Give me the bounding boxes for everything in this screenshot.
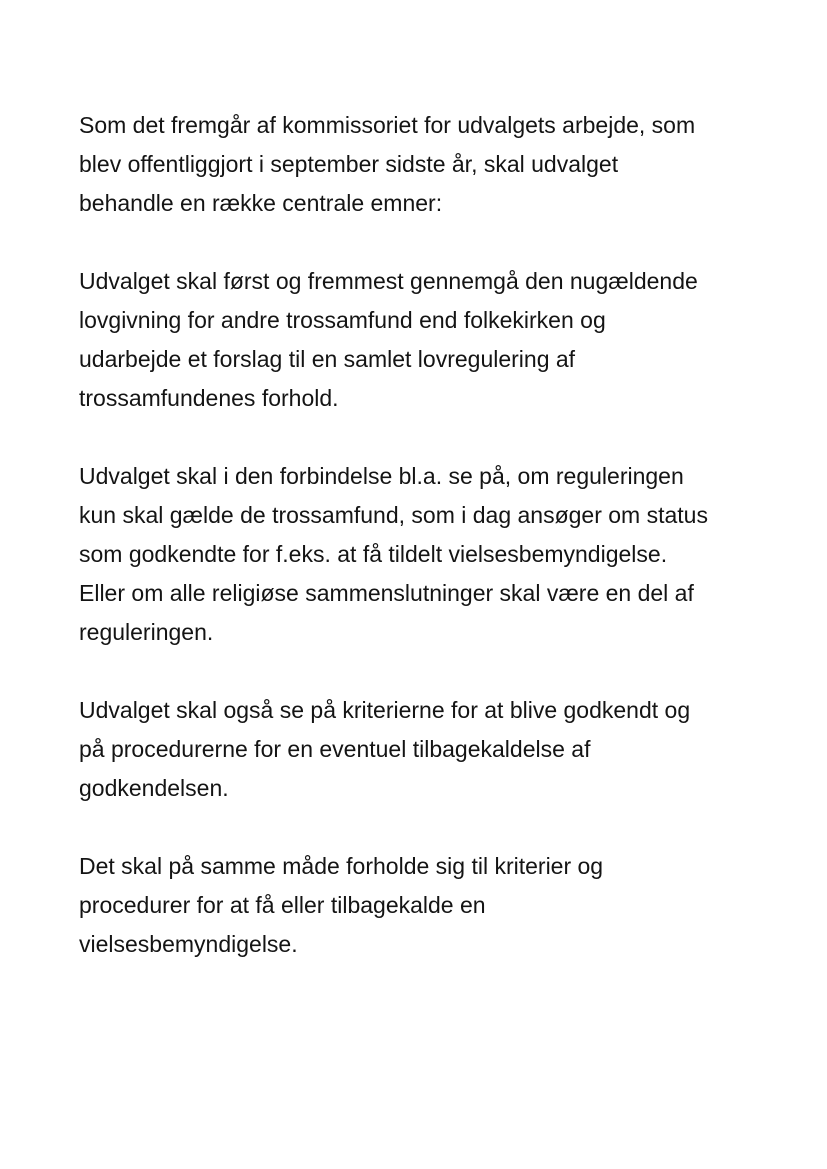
text-line: godkendelsen. <box>79 775 229 801</box>
text-line: Udvalget skal først og fremmest gennemgå den nugældende <box>79 268 698 294</box>
text-line: blev offentliggjort i september sidste år, skal udvalget <box>79 151 619 177</box>
text-line: på procedurerne for en eventuel tilbagekaldelse af <box>79 736 591 762</box>
text-line: Eller om alle religiøse sammenslutninger skal være en del af <box>79 580 694 606</box>
text-line: behandle en række centrale emner: <box>79 190 443 216</box>
document-body <box>79 106 779 1003</box>
text-line: Udvalget skal også se på kriterierne for at blive godkendt og <box>79 697 691 723</box>
paragraph <box>79 691 779 808</box>
text-line: lovgivning for andre trossamfund end folkekirken og <box>79 307 606 333</box>
text-line: som godkendte for f.eks. at få tildelt vielsesbemyndigelse. <box>79 541 668 567</box>
paragraph <box>79 106 779 223</box>
paragraph <box>79 847 779 964</box>
paragraph <box>79 262 779 418</box>
text-line: udarbejde et forslag til en samlet lovregulering af <box>79 346 576 372</box>
text-line: reguleringen. <box>79 619 214 645</box>
text-line: Som det fremgår af kommissoriet for udvalgets arbejde, som <box>79 112 696 138</box>
text-line: trossamfundenes forhold. <box>79 385 339 411</box>
text-line: kun skal gælde de trossamfund, som i dag ansøger om status <box>79 502 708 528</box>
text-line: procedurer for at få eller tilbagekalde en <box>79 892 486 918</box>
text-line: Udvalget skal i den forbindelse bl.a. se på, om reguleringen <box>79 463 684 489</box>
paragraph <box>79 457 779 652</box>
text-line: Det skal på samme måde forholde sig til kriterier og <box>79 853 604 879</box>
text-line: vielsesbemyndigelse. <box>79 931 298 957</box>
